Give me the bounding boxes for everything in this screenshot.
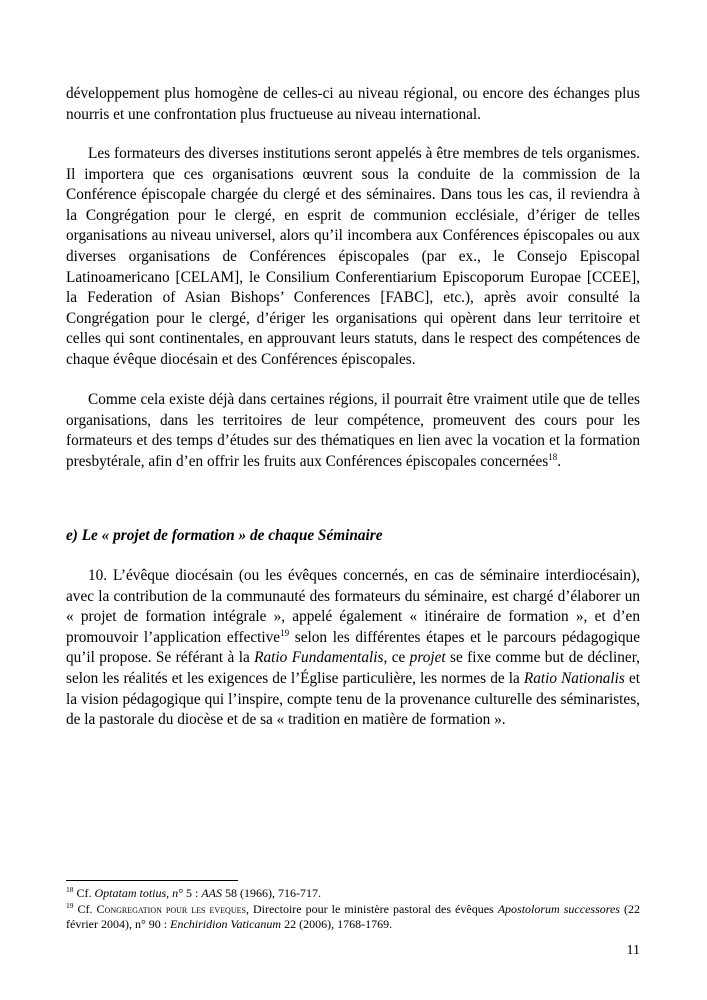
italic-term: Ratio Fundamentalis [254,649,384,667]
italic-term: Ratio Nationalis [523,669,625,687]
italic-term: Enchiridion Vaticanum [170,917,282,931]
text-run: Cf. [73,901,97,916]
footnote-19 [66,902,640,933]
text-run: selon les différentes étapes et le parcours pédagogique qu’il propose. Se référant à la [66,628,640,667]
footnote-reference: 19 [280,627,290,638]
italic-term: projet [409,649,446,667]
text-run: Cf. [73,886,95,900]
italic-term: AAS [201,886,222,900]
paragraph-text [66,566,640,731]
paragraph-text: Les formateurs des diverses institutions seront appelés à être membres de tels organismes. Il importera que ces organisations œuvrent sous la conduite de la commission de la Conférence épiscopale chargée du clergé et des séminaires. Dans tous les cas, il reviendra à la Congrégation pour le clergé, en esprit de communion ecclésiale, d’ériger de telles organisations au niveau universel, alors qu’il incombera aux Conférences épiscopales ou aux diverses organisations de Conférences épiscopales (par ex., le Consejo Episcopal Latinoamericano [CELAM], le Consilium Conferentiarium Episcoporum Europae [CCEE], la Federation of Asian Bishops’ Conferences [FABC], etc.), après avoir consulté la Congrégation pour le clergé, d’ériger les organisations qui opèrent dans leur territoire et celles qui sont continentales, en approuvant leurs statuts, dans le respect des compétences de chaque évêque diocésain et des Conférences épiscopales. [66,145,640,368]
paragraph-continuation [66,84,640,125]
italic-term: Apostolorum successores [497,901,620,916]
footnote-number: 18 [66,885,74,894]
section-heading: e) Le « projet de formation » de chaque Séminaire [66,527,383,544]
text-run: (22 février 2004), n° 90 : [66,901,640,931]
footnote-reference: 18 [548,451,558,462]
paragraph-formateurs [66,144,640,371]
footnotes [66,886,640,933]
text-run: 10. L’évêque diocésain (ou les évêques concernés, en cas de séminaire interdiocésain), avec la contribution de la communauté des formateurs du séminaire, est chargé d’élaborer un « projet de formation intégrale », appelé également « itinéraire de formation », et d’en promouvoir l’application effective [66,567,640,646]
page-number: 11 [626,943,640,958]
paragraph-text [66,390,640,472]
text-run: se fixe comme but de décliner, selon les réalités et les exigences de l’Église particulière, les normes de la [66,649,640,687]
footnote-separator [66,880,238,881]
author-small-caps: Congregation pour les eveques [96,901,246,916]
footnote-number: 19 [66,900,74,910]
text-run: 58 (1966), 716-717. [222,886,321,900]
paragraph-sentence: Comme cela existe déjà dans certaines régions, il pourrait être vraiment utile que de telles organisations, dans les territoires de leur compétence, promeuvent des cours pour les formateurs et des temps d’études sur des thématiques en lien avec la vocation et la formation presbytérale, afin d’en offrir les fruits aux Conférences épiscopales concernées [66,391,640,470]
paragraph-organisations [66,390,640,472]
text-run: , ce [383,649,410,667]
paragraph-end: . [557,452,562,470]
text-run: 5 : [182,886,202,900]
paragraph-text: développement plus homogène de celles-ci au niveau régional, ou encore des échanges plus nourris et une confrontation plus fructueuse au niveau international. [66,85,640,123]
footnote-18 [66,886,640,902]
text-run: et la vision pédagogique qui l’inspire, compte tenu de la provenance culturelle des séminaristes, de la pastorale du diocèse et de sa « tradition en matière de formation ». [66,669,640,729]
italic-term: Optatam totius, n° [94,886,183,900]
text-run: , Directoire pour le ministère pastoral des évêques [245,901,498,916]
text-run: 22 (2006), 1768-1769. [281,917,393,931]
paragraph-10 [66,566,640,731]
